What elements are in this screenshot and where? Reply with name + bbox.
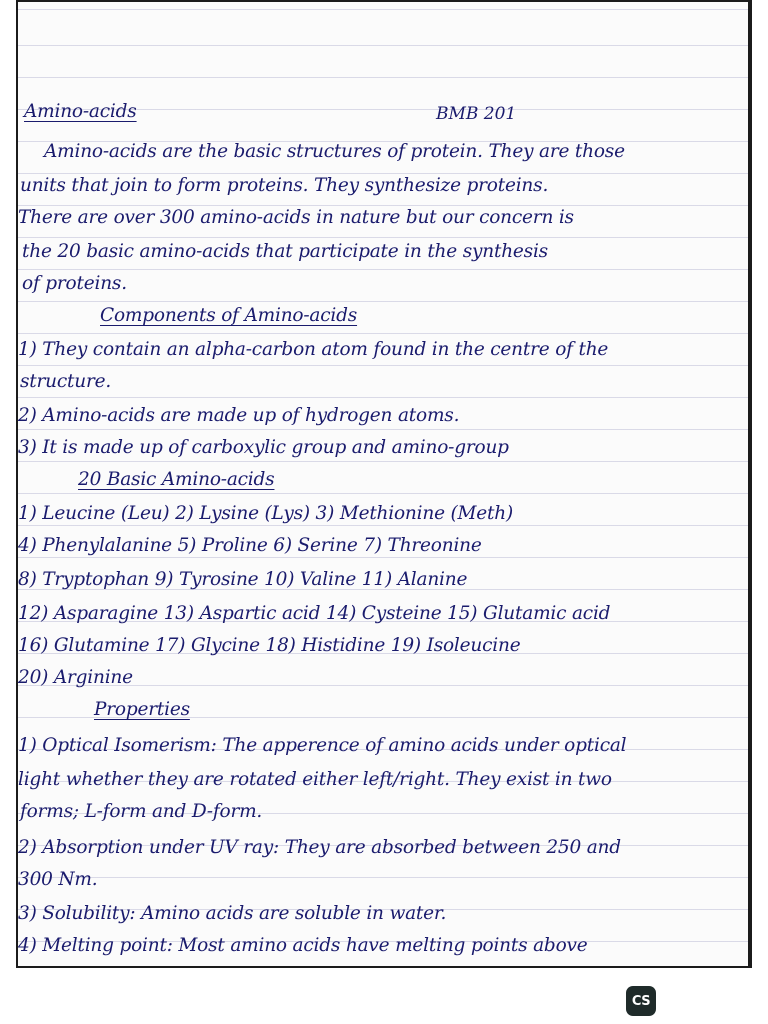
- note-line: 2) Absorption under UV ray: They are absorbed between 250 and: [18, 837, 621, 858]
- camscanner-logo-text: CS: [631, 993, 651, 1009]
- note-line: units that join to form proteins. They synthesize proteins.: [20, 175, 549, 196]
- amino-acid-list-line: 16) Glutamine 17) Glycine 18) Histidine 19) Isoleucine: [18, 635, 521, 656]
- amino-acid-list-line: 20) Arginine: [18, 667, 133, 688]
- section-heading-components: Components of Amino-acids: [100, 305, 358, 326]
- note-line: 1) They contain an alpha-carbon atom found in the centre of the: [18, 339, 609, 360]
- note-line: the 20 basic amino-acids that participate in the synthesis: [22, 241, 548, 262]
- note-line: 4) Melting point: Most amino acids have melting points above: [18, 935, 588, 956]
- note-line: 300 Nm.: [18, 869, 98, 890]
- note-line: 2) Amino-acids are made up of hydrogen atoms.: [18, 405, 460, 426]
- note-line: structure.: [20, 371, 112, 392]
- section-heading-properties: Properties: [94, 699, 190, 720]
- note-line: of proteins.: [22, 273, 127, 294]
- note-line: light whether they are rotated either left/right. They exist in two: [18, 769, 612, 790]
- camscanner-logo: [626, 986, 656, 1016]
- amino-acid-list-line: 4) Phenylalanine 5) Proline 6) Serine 7) Threonine: [18, 535, 482, 556]
- note-line: 3) Solubility: Amino acids are soluble in water.: [18, 903, 447, 924]
- section-heading-basic-amino-acids: 20 Basic Amino-acids: [78, 469, 275, 490]
- note-line: forms; L-form and D-form.: [20, 801, 263, 822]
- note-line: 3) It is made up of carboxylic group and amino-group: [18, 437, 509, 458]
- course-code: BMB 201: [436, 104, 517, 124]
- notebook-page: [18, 2, 748, 966]
- note-line: 1) Optical Isomerism: The apperence of amino acids under optical: [18, 735, 627, 756]
- note-line: There are over 300 amino-acids in nature but our concern is: [18, 207, 574, 228]
- amino-acid-list-line: 12) Asparagine 13) Aspartic acid 14) Cysteine 15) Glutamic acid: [18, 603, 611, 624]
- note-line: Amino-acids are the basic structures of protein. They are those: [44, 141, 625, 162]
- amino-acid-list-line: 1) Leucine (Leu) 2) Lysine (Lys) 3) Methionine (Meth): [18, 503, 513, 524]
- note-title: Amino-acids: [24, 101, 137, 122]
- amino-acid-list-line: 8) Tryptophan 9) Tyrosine 10) Valine 11) Alanine: [18, 569, 468, 590]
